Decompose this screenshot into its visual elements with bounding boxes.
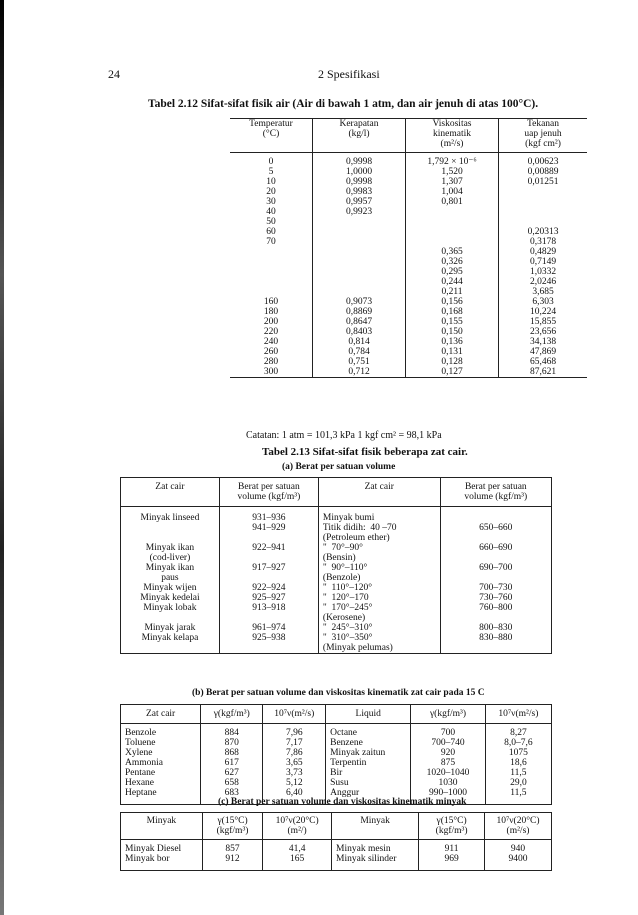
- table-cell: 5,12: [263, 778, 326, 788]
- table-cell: 200: [263, 317, 279, 327]
- table-cell: 240: [263, 337, 279, 347]
- table-row: [230, 237, 587, 247]
- table-cell: Xylene: [125, 748, 153, 758]
- table-cell: 0: [268, 157, 274, 167]
- table-cell: 11,5: [485, 768, 551, 778]
- table-row: [230, 177, 587, 187]
- table-cell: 658: [201, 778, 263, 788]
- table-cell: Pentane: [125, 768, 156, 778]
- table-cell: 0,295: [406, 267, 499, 277]
- page-binding-edge: [0, 0, 4, 915]
- table-cell: 30: [266, 197, 276, 207]
- table-cell: 1,004: [406, 187, 499, 197]
- table-row: [230, 227, 587, 237]
- table-cell: [499, 217, 588, 227]
- table-2-13a-caption: (a) Berat per satuan volume: [282, 462, 396, 472]
- table-cell: 1,307: [406, 177, 499, 187]
- col-header-density: Kerapatan (kg/l): [313, 119, 406, 153]
- table-2-13a: [120, 477, 552, 654]
- table-cell: 0,3178: [499, 237, 588, 247]
- table-cell: 0,01251: [499, 177, 588, 187]
- col-header-viscosity: Viskositas kinematik (m²/s): [406, 119, 499, 153]
- table-cell: [313, 237, 406, 247]
- table-cell: 920: [411, 748, 485, 758]
- table-cell: 0,8647: [313, 317, 406, 327]
- table-cell: 1,0332: [499, 267, 588, 277]
- col-header-c-gamma1: γ(15°C) (kgf/m³): [202, 813, 262, 840]
- col-header-b-liquid1: Zat cair: [121, 705, 201, 724]
- table-row: [230, 153, 587, 168]
- table-cell: 990–1000: [411, 788, 485, 805]
- table-row: [230, 337, 587, 347]
- table-cell: 0,136: [406, 337, 499, 347]
- table-2-13b: [120, 704, 552, 805]
- table-cell: [406, 237, 499, 247]
- table-cell: Terpentin: [326, 758, 411, 768]
- table-cell: 7,17: [263, 738, 326, 748]
- table-row: [230, 297, 587, 307]
- table-cell: 41,4: [263, 840, 332, 855]
- table-cell: 627: [201, 768, 263, 778]
- table-cell: 0,814: [313, 337, 406, 347]
- table-cell: 1,792 × 10⁻⁶: [406, 153, 499, 168]
- table-cell: 11,5: [485, 788, 551, 805]
- table-cell: 160: [263, 297, 279, 307]
- table-cell: 0,751: [313, 357, 406, 367]
- table-cell: 0,150: [406, 327, 499, 337]
- left-liquid-values: 931–936 941–929 922–941 917–927 922–924 925–927 913–918 961–974 925–938: [219, 507, 318, 654]
- table-cell: Benzole: [125, 728, 157, 738]
- table-row: [230, 357, 587, 367]
- col-header-liquid-a2: Zat cair: [318, 478, 440, 507]
- col-header-b-liquid2: Liquid: [326, 705, 411, 724]
- table-row: [230, 217, 587, 227]
- col-header-weight-a2: Berat per satuan volume (kgf/m³): [440, 478, 551, 507]
- table-cell: 0,9073: [313, 297, 406, 307]
- table-cell: 0,20313: [499, 227, 588, 237]
- table-cell: 180: [263, 307, 279, 317]
- table-row: [230, 327, 587, 337]
- table-cell: 3,685: [499, 287, 588, 297]
- table-cell: 34,138: [499, 337, 588, 347]
- table-row: [121, 840, 552, 855]
- table-cell: 165: [263, 854, 332, 871]
- table-cell: 0,244: [406, 277, 499, 287]
- table-cell: [230, 247, 313, 257]
- table-row: [121, 738, 552, 748]
- table-cell: Ammonia: [125, 758, 163, 768]
- table-cell: Hexane: [125, 778, 155, 788]
- table-cell: [499, 187, 588, 197]
- table-cell: 8,0–7,6: [485, 738, 551, 748]
- table-cell: [313, 247, 406, 257]
- table-row: [230, 277, 587, 287]
- table-cell: [230, 267, 313, 277]
- table-cell: Octane: [326, 724, 411, 739]
- col-header-c-gamma2: γ(15°C) (kgf/m³): [419, 813, 485, 840]
- table-cell: [313, 277, 406, 287]
- table-cell: 60: [266, 227, 276, 237]
- table-cell: 6,303: [499, 297, 588, 307]
- table-row: [121, 768, 552, 778]
- table-cell: 912: [202, 854, 262, 871]
- table-2-13c-body: [121, 840, 552, 871]
- table-cell: 2,0246: [499, 277, 588, 287]
- running-header: 2 Spesifikasi: [318, 67, 380, 81]
- table-cell: 5: [268, 167, 274, 177]
- table-cell: 1075: [485, 748, 551, 758]
- table-cell: [230, 277, 313, 287]
- table-cell: 0,712: [313, 367, 406, 378]
- left-liquid-names: Minyak linseed Minyak ikan (cod-liver) Minyak ikan paus Minyak wijen Minyak kedelai Minyak lobak Minyak jarak Minyak kelapa: [140, 513, 200, 643]
- table-row: [121, 854, 552, 871]
- table-row: [230, 287, 587, 297]
- table-cell: 1,0000: [313, 167, 406, 177]
- table-row: [121, 778, 552, 788]
- table-cell: 15,855: [499, 317, 588, 327]
- table-cell: 0,127: [406, 367, 499, 378]
- table-cell: [313, 217, 406, 227]
- col-header-c-nu1: 10⁷ν(20°C) (m²/): [263, 813, 332, 840]
- table-cell: 617: [201, 758, 263, 768]
- table-cell: 1,520: [406, 167, 499, 177]
- table-cell: 7,96: [263, 724, 326, 739]
- table-2-13-caption: Tabel 2.13 Sifat-sifat fisik beberapa zat cair.: [262, 446, 468, 458]
- table-cell: 0,131: [406, 347, 499, 357]
- table-2-13c: [120, 812, 552, 871]
- table-cell: 884: [201, 724, 263, 739]
- table-2-13c-caption: (c) Berat per satuan volume dan viskositas kinematik minyak: [218, 797, 467, 807]
- table-cell: 0,326: [406, 257, 499, 267]
- table-cell: 0,801: [406, 197, 499, 207]
- table-cell: [230, 257, 313, 267]
- table-cell: 50: [266, 217, 276, 227]
- table-cell: Minyak Diesel: [125, 844, 182, 854]
- col-header-c-oil1: Minyak: [121, 813, 203, 840]
- table-cell: 70: [266, 237, 276, 247]
- col-header-temp: Temperatur (°C): [230, 119, 313, 153]
- table-2-12: [230, 118, 587, 378]
- table-cell: [499, 197, 588, 207]
- table-cell: 0,168: [406, 307, 499, 317]
- table-cell: [499, 207, 588, 217]
- table-cell: 0,211: [406, 287, 499, 297]
- page-number: 24: [108, 67, 120, 81]
- table-cell: 260: [263, 347, 279, 357]
- col-header-pressure: Tekanan uap jenuh (kgf cm²): [499, 119, 588, 153]
- table-cell: 0,9998: [313, 153, 406, 168]
- table-cell: 0,8403: [313, 327, 406, 337]
- table-cell: 0,128: [406, 357, 499, 367]
- table-row: [121, 724, 552, 739]
- table-cell: Toluene: [125, 738, 156, 748]
- table-cell: 280: [263, 357, 279, 367]
- table-cell: 47,869: [499, 347, 588, 357]
- table-cell: 1030: [411, 778, 485, 788]
- table-cell: 300: [230, 367, 313, 378]
- table-cell: 0,00623: [499, 153, 588, 168]
- table-cell: 65,468: [499, 357, 588, 367]
- right-liquid-names: Minyak bumi Titik didih: 40 –70 (Petroleum ether) " 70°–90° (Bensin) " 90°–110° (Benzole) " 110°–120° " 120°–170 " 170°–245° (Kerosene) " 245°–310° " 310°–350° (Minyak pelumas): [318, 507, 440, 654]
- table-cell: 10: [266, 177, 276, 187]
- table-cell: Anggur: [326, 788, 411, 805]
- table-row: [230, 247, 587, 257]
- table-cell: [230, 287, 313, 297]
- table-cell: 20: [266, 187, 276, 197]
- table-cell: 875: [411, 758, 485, 768]
- table-cell: 0,9923: [313, 207, 406, 217]
- table-row: [121, 758, 552, 768]
- table-cell: 868: [201, 748, 263, 758]
- table-cell: [406, 227, 499, 237]
- table-row: [230, 187, 587, 197]
- table-cell: 18,6: [485, 758, 551, 768]
- table-cell: 0,4829: [499, 247, 588, 257]
- table-cell: 9400: [484, 854, 551, 871]
- table-row: [230, 267, 587, 277]
- table-cell: 969: [419, 854, 485, 871]
- table-cell: 220: [263, 327, 279, 337]
- col-header-c-oil2: Minyak: [332, 813, 419, 840]
- table-cell: 0,9983: [313, 187, 406, 197]
- col-header-c-nu2: 10⁷ν(20°C) (m²/s): [484, 813, 551, 840]
- table-2-13b-caption: (b) Berat per satuan volume dan viskositas kinematik zat cair pada 15 C: [192, 688, 485, 698]
- table-cell: 911: [419, 840, 485, 855]
- col-header-weight-a1: Berat per satuan volume (kgf/m³): [219, 478, 318, 507]
- table-row: [230, 307, 587, 317]
- table-cell: 700: [411, 724, 485, 739]
- table-cell: 8,27: [485, 724, 551, 739]
- table-cell: 3,65: [263, 758, 326, 768]
- table-cell: [313, 287, 406, 297]
- table-2-12-note: Catatan: 1 atm = 101,3 kPa 1 kgf cm² = 98,1 kPa: [246, 430, 442, 441]
- table-cell: 0,9998: [313, 177, 406, 187]
- table-cell: 6,40: [263, 788, 326, 805]
- table-cell: 10,224: [499, 307, 588, 317]
- table-cell: [406, 217, 499, 227]
- col-header-liquid-a1: Zat cair: [121, 478, 220, 507]
- table-cell: [406, 207, 499, 217]
- table-cell: 0,7149: [499, 257, 588, 267]
- col-header-b-gamma2: γ(kgf/m³): [411, 705, 485, 724]
- table-cell: [313, 267, 406, 277]
- table-cell: 87,621: [499, 367, 588, 378]
- table-cell: 3,73: [263, 768, 326, 778]
- table-row: [230, 317, 587, 327]
- table-cell: 0,155: [406, 317, 499, 327]
- table-cell: 683: [201, 788, 263, 805]
- table-cell: 0,00889: [499, 167, 588, 177]
- table-cell: Minyak mesin: [332, 840, 419, 855]
- col-header-b-nu2: 10⁷ν(m²/s): [485, 705, 551, 724]
- table-cell: 0,365: [406, 247, 499, 257]
- table-cell: 7,86: [263, 748, 326, 758]
- table-cell: 29,0: [485, 778, 551, 788]
- table-cell: 700–740: [411, 738, 485, 748]
- col-header-b-nu1: 10⁷ν(m²/s): [263, 705, 326, 724]
- table-cell: Susu: [326, 778, 411, 788]
- table-row: [230, 367, 587, 378]
- table-row: [230, 257, 587, 267]
- table-cell: [313, 227, 406, 237]
- col-header-b-gamma1: γ(kgf/m³): [201, 705, 263, 724]
- table-2-13b-body: [121, 724, 552, 805]
- table-cell: 857: [202, 840, 262, 855]
- table-cell: 870: [201, 738, 263, 748]
- table-cell: 940: [484, 840, 551, 855]
- table-cell: Minyak zaitun: [326, 748, 411, 758]
- table-cell: 40: [266, 207, 276, 217]
- table-row: [230, 347, 587, 357]
- table-2-12-caption: Tabel 2.12 Sifat-sifat fisik air (Air di bawah 1 atm, dan air jenuh di atas 100°C).: [148, 98, 539, 110]
- table-row: [230, 197, 587, 207]
- table-cell: Minyak bor: [125, 854, 170, 864]
- table-cell: 0,9957: [313, 197, 406, 207]
- right-liquid-values: 650–660 660–690 690–700 700–730 730–760 760–800 800–830 830–880: [440, 507, 551, 654]
- table-cell: Bir: [326, 768, 411, 778]
- table-cell: Benzene: [326, 738, 411, 748]
- table-cell: 0,8869: [313, 307, 406, 317]
- table-row: [121, 748, 552, 758]
- table-cell: 0,156: [406, 297, 499, 307]
- table-cell: Heptane: [125, 788, 157, 798]
- table-2-12-body: [230, 153, 587, 378]
- table-cell: [313, 257, 406, 267]
- table-cell: 1020–1040: [411, 768, 485, 778]
- table-row: [230, 207, 587, 217]
- table-cell: 0,784: [313, 347, 406, 357]
- table-row: [230, 167, 587, 177]
- table-cell: Minyak silinder: [332, 854, 419, 871]
- table-cell: 23,656: [499, 327, 588, 337]
